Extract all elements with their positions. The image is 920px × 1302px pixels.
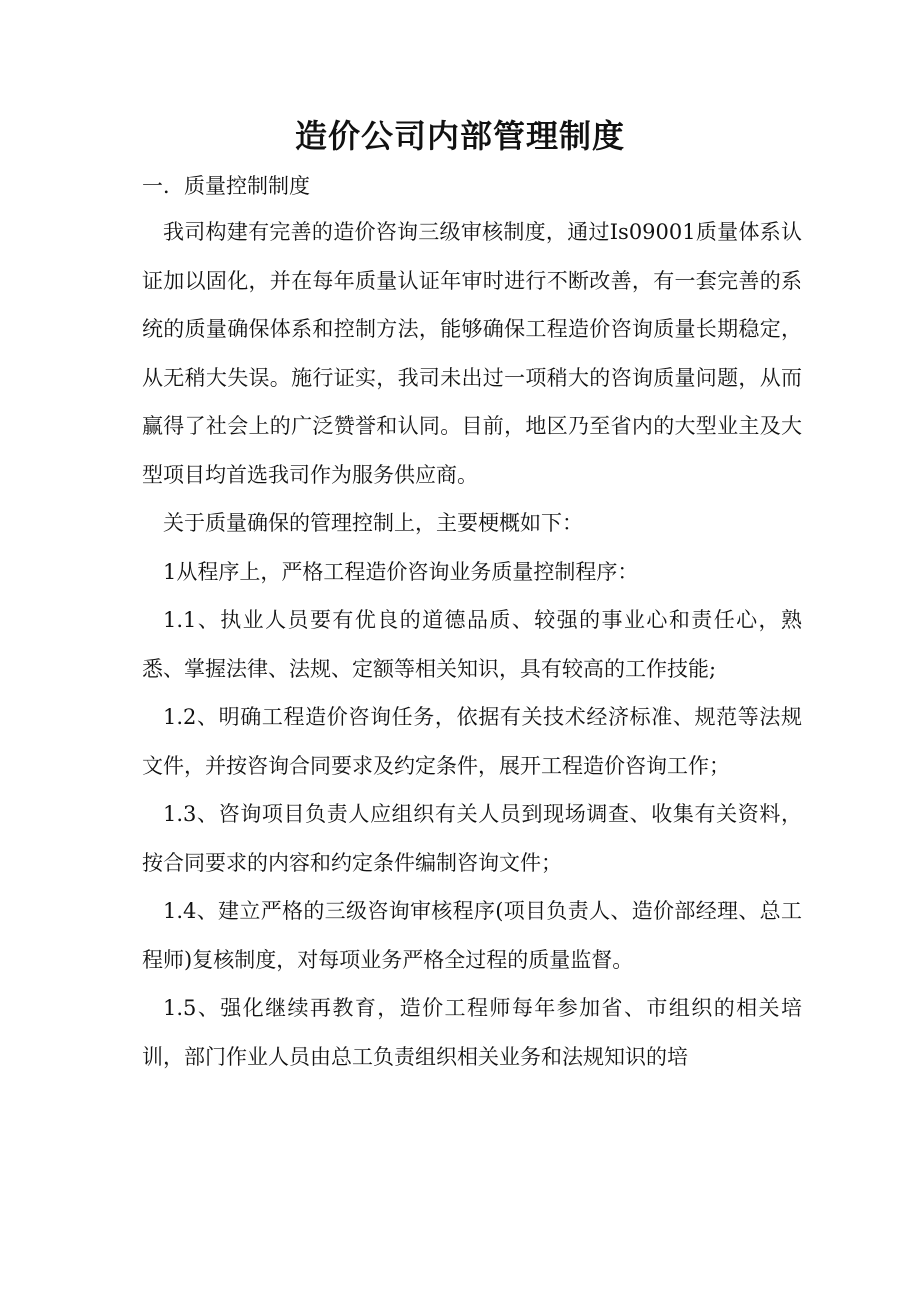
paragraph-item-1-5: 1.5、强化继续再教育，造价工程师每年参加省、市组织的相关培训，部门作业人员由总工负责组织相关业务和法规知识的培 <box>142 996 802 1069</box>
document-body <box>142 208 802 1081</box>
section-heading: 一．质量控制制度 <box>142 174 310 198</box>
paragraph-summary-intro: 关于质量确保的管理控制上，主要梗概如下： <box>163 511 583 535</box>
paragraph-item-1: 1从程序上，严格工程造价咨询业务质量控制程序： <box>163 559 639 584</box>
paragraph-item-1-3: 1.3、咨询项目负责人应组织有关人员到现场调查、收集有关资料，按合同要求的内容和约定条件编制咨询文件； <box>142 802 802 875</box>
paragraph-item-1-4: 1.4、建立严格的三级咨询审核程序(项目负责人、造价部经理、总工程师)复核制度，对每项业务严格全过程的质量监督。 <box>142 899 802 972</box>
document-title: 造价公司内部管理制度 <box>294 117 625 155</box>
paragraph-item-1-2: 1.2、明确工程造价咨询任务，依据有关技术经济标准、规范等法规文件，并按咨询合同要求及约定条件，展开工程造价咨询工作； <box>142 705 802 778</box>
paragraph-quality-system: 我司构建有完善的造价咨询三级审核制度，通过Is09001质量体系认证加以固化，并在每年质量认证年审时进行不断改善，有一套完善的系统的质量确保体系和控制方法，能够确保工程造价咨询质量长期稳定，从无稍大失误。施行证实，我司未出过一项稍大的咨询质量问题，从而赢得了社会上的广泛赞誉和认同。目前，地区乃至省内的大型业主及大型项目均首选我司作为服务供应商。 <box>142 220 802 487</box>
paragraph-item-1-1: 1.1、执业人员要有优良的道德品质、较强的事业心和责任心，熟悉、掌握法律、法规、定额等相关知识，具有较高的工作技能; <box>142 608 802 681</box>
